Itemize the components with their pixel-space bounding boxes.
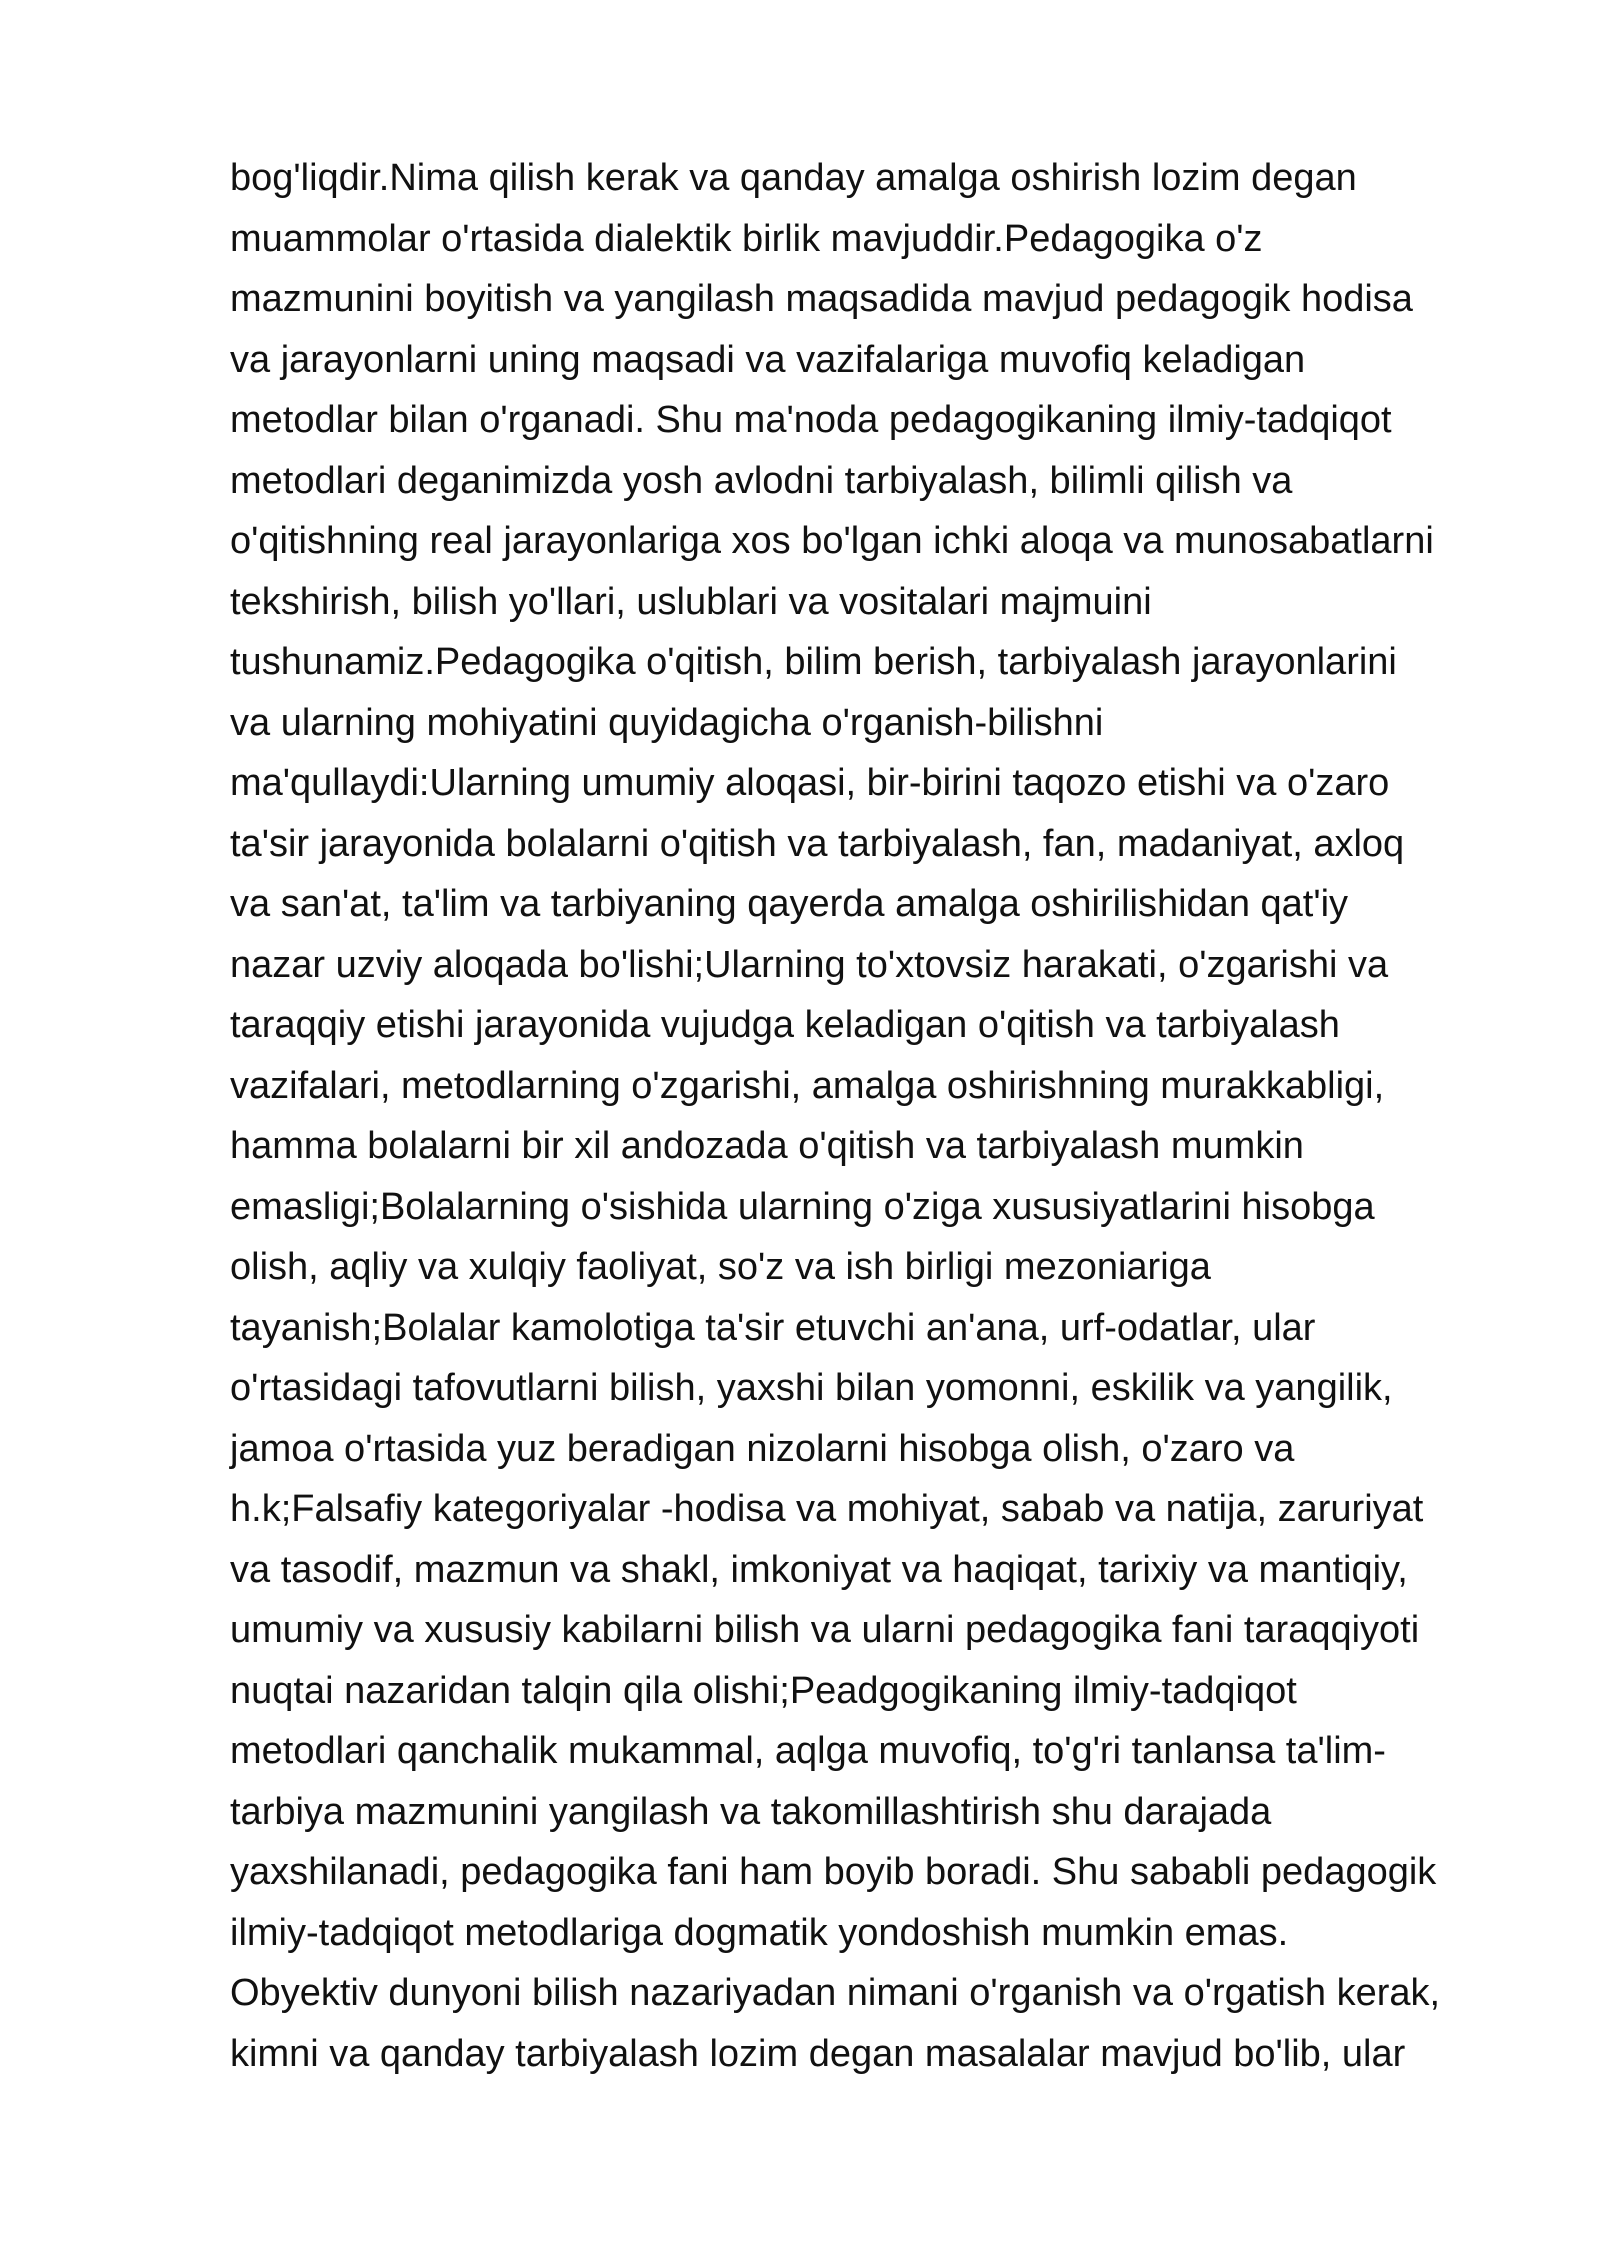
text-line: tayanish;Bolalar kamolotiga ta'sir etuvchi an'ana, urf-odatlar, ular bbox=[230, 1306, 1316, 1349]
text-line: va jarayonlarni uning maqsadi va vazifalariga muvofiq keladigan bbox=[230, 338, 1306, 381]
text-line: nuqtai nazaridan talqin qila olishi;Peadgogikaning ilmiy-tadqiqot bbox=[230, 1669, 1297, 1712]
text-line: umumiy va xususiy kabilarni bilish va ularni pedagogika fani taraqqiyoti bbox=[230, 1609, 1420, 1651]
body-text bbox=[230, 148, 1530, 2084]
text-line: h.k;Falsafiy kategoriyalar -hodisa va mohiyat, sabab va natija, zaruriyat bbox=[230, 1488, 1424, 1530]
text-line: bog'liqdir.Nima qilish kerak va qanday amalga oshirish lozim degan bbox=[230, 157, 1357, 199]
text-line: ma'qullaydi:Ularning umumiy aloqasi, bir-birini taqozo etishi va o'zaro bbox=[230, 762, 1390, 804]
text-line: ilmiy-tadqiqot metodlariga dogmatik yondoshish mumkin emas. bbox=[230, 1911, 1289, 1954]
text-line: va ularning mohiyatini quyidagicha o'rganish-bilishni bbox=[230, 701, 1104, 744]
text-line: tushunamiz.Pedagogika o'qitish, bilim berish, tarbiyalash jarayonlarini bbox=[230, 641, 1397, 683]
text-line: va san'at, ta'lim va tarbiyaning qayerda amalga oshirilishidan qat'iy bbox=[230, 883, 1349, 925]
text-line: jamoa o'rtasida yuz beradigan nizolarni hisobga olish, o'zaro va bbox=[230, 1427, 1295, 1470]
text-line: olish, aqliy va xulqiy faoliyat, so'z va ish birligi mezoniariga bbox=[230, 1246, 1211, 1288]
text-line: emasligi;Bolalarning o'sishida ularning o'ziga xususiyatlarini hisobga bbox=[230, 1185, 1375, 1228]
text-line: nazar uzviy aloqada bo'lishi;Ularning to'xtovsiz harakati, o'zgarishi va bbox=[230, 943, 1389, 986]
text-line: vazifalari, metodlarning o'zgarishi, amalga oshirishning murakkabligi, bbox=[230, 1064, 1385, 1107]
text-line: metodlar bilan o'rganadi. Shu ma'noda pedagogikaning ilmiy-tadqiqot bbox=[230, 399, 1392, 441]
text-line: metodlari deganimizda yosh avlodni tarbiyalash, bilimli qilish va bbox=[230, 459, 1293, 502]
text-line: o'rtasidagi tafovutlarni bilish, yaxshi bilan yomonni, eskilik va yangilik, bbox=[230, 1367, 1393, 1409]
text-line: yaxshilanadi, pedagogika fani ham boyib boradi. Shu sababli pedagogik bbox=[230, 1851, 1437, 1893]
text-line: muammolar o'rtasida dialektik birlik mavjuddir.Pedagogika o'z bbox=[230, 217, 1263, 260]
text-line: tarbiya mazmunini yangilash va takomillashtirish shu darajada bbox=[230, 1790, 1272, 1833]
text-line: hamma bolalarni bir xil andozada o'qitish va tarbiyalash mumkin bbox=[230, 1125, 1304, 1167]
text-line: o'qitishning real jarayonlariga xos bo'lgan ichki aloqa va munosabatlarni bbox=[230, 520, 1434, 562]
text-line: taraqqiy etishi jarayonida vujudga keladigan o'qitish va tarbiyalash bbox=[230, 1004, 1340, 1046]
text-line: va tasodif, mazmun va shakl, imkoniyat va haqiqat, tarixiy va mantiqiy, bbox=[230, 1548, 1408, 1591]
text-line: tekshirish, bilish yo'llari, uslublari va vositalari majmuini bbox=[230, 580, 1152, 623]
text-line: ta'sir jarayonida bolalarni o'qitish va tarbiyalash, fan, madaniyat, axloq bbox=[230, 822, 1405, 865]
text-line: Obyektiv dunyoni bilish nazariyadan nimani o'rganish va o'rgatish kerak, bbox=[230, 1972, 1441, 2014]
text-line: mazmunini boyitish va yangilash maqsadida mavjud pedagogik hodisa bbox=[230, 278, 1413, 320]
text-line: kimni va qanday tarbiyalash lozim degan masalalar mavjud bo'lib, ular bbox=[230, 2032, 1406, 2075]
text-line: metodlari qanchalik mukammal, aqlga muvofiq, to'g'ri tanlansa ta'lim- bbox=[230, 1730, 1386, 1772]
